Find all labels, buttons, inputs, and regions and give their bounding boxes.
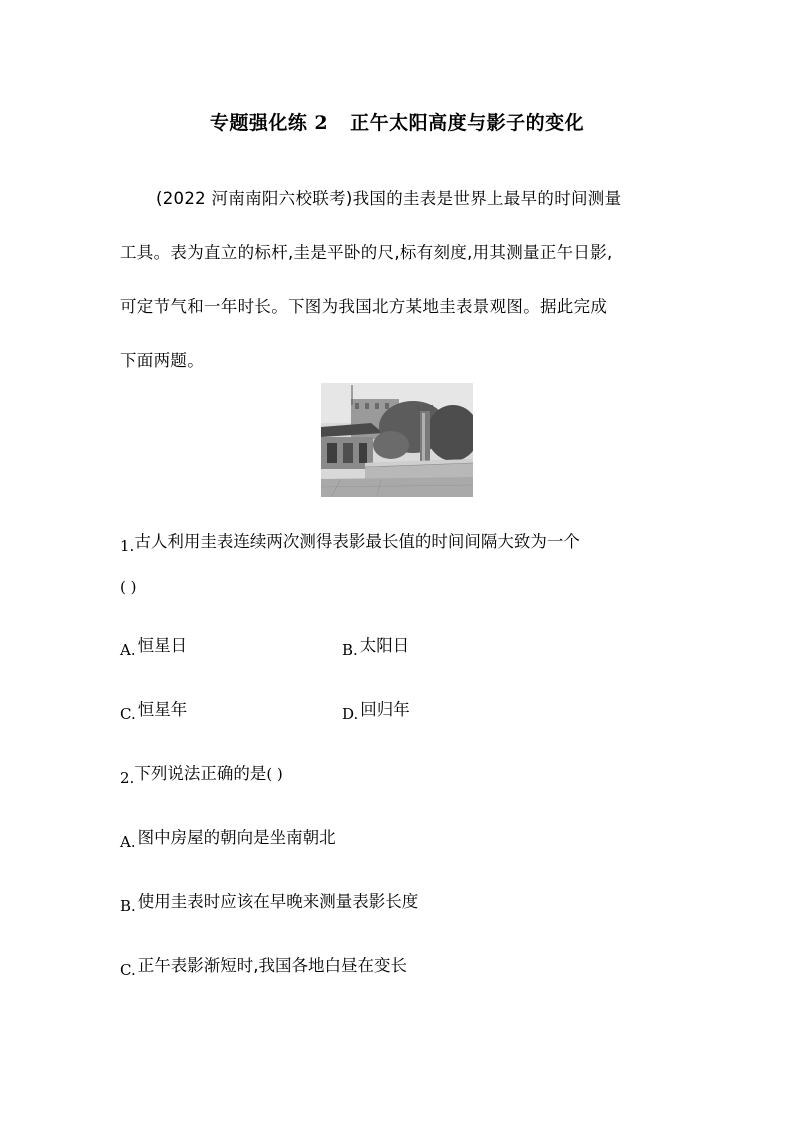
option-b: B. 使用圭表时应该在早晚来测量表影长度 <box>120 892 419 915</box>
question-1-stem <box>120 528 580 555</box>
option-a: A. 图中房屋的朝向是坐南朝北 <box>120 828 336 851</box>
option-b: B. 太阳日 <box>342 636 410 659</box>
guibiao-photo <box>321 383 473 497</box>
intro-line: 可定节气和一年时长。下图为我国北方某地圭表景观图。据此完成 <box>120 297 608 316</box>
title-part-1: 专题强化练 2 <box>209 112 329 134</box>
option-a: A. 恒星日 <box>120 636 188 659</box>
option-c: C. 正午表影渐短时,我国各地白昼在变长 <box>120 956 407 979</box>
answer-parens: ( ) <box>120 578 137 596</box>
question-number: 1. <box>120 537 135 555</box>
intro-line: 下面两题。 <box>120 351 204 370</box>
option-c: C. 恒星年 <box>120 700 188 723</box>
question-2-stem <box>120 760 283 787</box>
page-title <box>0 108 794 135</box>
intro-line: 工具。表为直立的标杆,圭是平卧的尺,标有刻度,用其测量正午日影, <box>120 243 613 262</box>
option-d: D. 回归年 <box>342 700 410 723</box>
question-text: 古人利用圭表连续两次测得表影最长值的时间间隔大致为一个 <box>134 532 580 551</box>
intro-line: (2022 河南南阳六校联考)我国的圭表是世界上最早的时间测量 <box>156 189 622 208</box>
question-text: 下列说法正确的是 <box>134 764 267 783</box>
title-part-2: 正午太阳高度与影子的变化 <box>350 112 585 134</box>
question-number: 2. <box>120 769 135 787</box>
intro-paragraph <box>120 172 680 388</box>
answer-parens: ( ) <box>266 765 283 783</box>
